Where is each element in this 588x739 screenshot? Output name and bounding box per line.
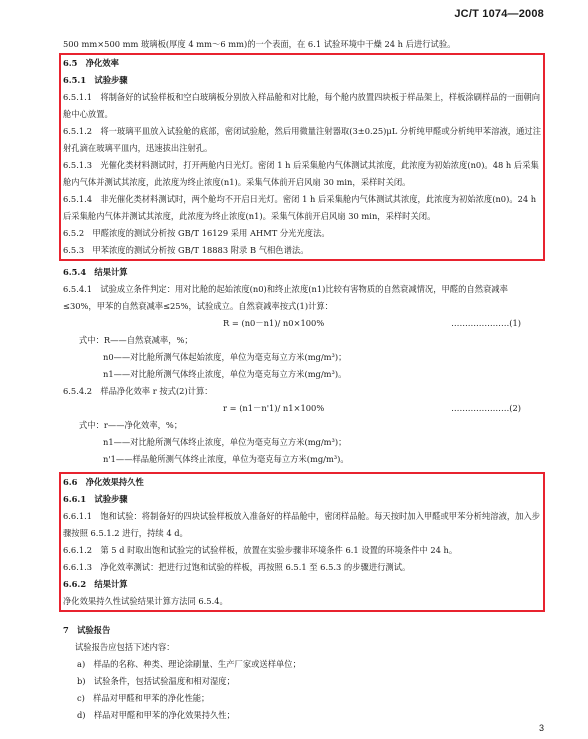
- para-6-5-1-3: 6.5.1.3 光催化类材料测试时，打开两舱内日光灯。密闭 1 h 后采集舱内气体测试其浓度，此浓度为初始浓度(n0)。48 h 后采集舱内气体并测试其浓度，此浓度为终止浓度(n1)。采集气体前开启风扇 30 min，采样时关闭。: [63, 160, 539, 187]
- formula-1-definitions: [63, 332, 541, 383]
- para-6-6-1-2: 6.6.1.2 第 5 d 时取出饱和试验完的试验样板，放置在实验步骤非环境条件 6.1 设置的环境条件中 24 h。: [63, 545, 458, 555]
- formula-2-number: …………………(2): [451, 403, 521, 413]
- para-6-5-1-1: 6.5.1.1 将制备好的试验样板和空白玻璃板分别放入样品舱和对比舱，每个舱内放置四块板于样品架上，样板涂刷样品的一面朝向舱中心放置。: [63, 92, 541, 119]
- formula-1-expression: R = (n0－n1)/ n0×100%: [223, 318, 325, 328]
- document-body: [63, 36, 541, 724]
- para-6-6-1-1: 6.6.1.1 饱和试验：将制备好的四块试验样板放入准备好的样品舱中，密闭样品舱。每天按时加入甲醛或甲苯分析纯溶液，加入步骤按照 6.5.1.2 进行，持续 4 d。: [63, 511, 541, 538]
- where-n1: n1——对比舱所测气体终止浓度，单位为毫克每立方米(mg/m³)。: [103, 369, 347, 379]
- where2-n1: n1——对比舱所测气体终止浓度，单位为毫克每立方米(mg/m³)；: [103, 437, 347, 447]
- para-6-6-1-3: 6.6.1.3 净化效率测试：把进行过饱和试验的样板，再按照 6.5.1 至 6.5.3 的步骤进行测试。: [63, 562, 411, 572]
- para-6-5-1-2: 6.5.1.2 将一玻璃平皿放入试验舱的底部，密闭试验舱，然后用微量注射器取(3±0.25)μL 分析纯甲醛或分析纯甲苯溶液，通过注射孔滴在玻璃平皿内，迅速拔出注射孔。: [63, 126, 541, 153]
- formula-2-expression: r = (n1－n'1)/ n1×100%: [223, 403, 325, 413]
- page-number: 3: [538, 723, 544, 733]
- intro-line: 500 mm×500 mm 玻璃板(厚度 4 mm～6 mm)的一个表面，在 6.1 试验环境中干燥 24 h 后进行试验。: [63, 39, 456, 49]
- heading-6-6: 6.6 净化效果持久性: [63, 477, 144, 487]
- heading-6-6-2: 6.6.2 结果计算: [63, 579, 128, 589]
- heading-6-6-1: 6.6.1 试验步骤: [63, 494, 128, 504]
- formula-2: [63, 400, 541, 417]
- para-6-5-1-4: 6.5.1.4 非光催化类材料测试时，两个舱均不开启日光灯。密闭 1 h 后采集舱内气体测试其浓度，此浓度为初始浓度(n0)。24 h 后采集舱内气体并测试其浓度，此浓度为终止浓度(n1)。采集气体前开启风扇 30 min，采样时关闭。: [63, 194, 537, 221]
- formula-2-definitions: [63, 417, 541, 468]
- where-n0: n0——对比舱所测气体起始浓度，单位为毫克每立方米(mg/m³)；: [103, 352, 347, 362]
- para-6-5-4-1: 6.5.4.1 试验成立条件判定：用对比舱的起始浓度(n0)和终止浓度(n1)比较有害物质的自然衰减情况，甲醛的自然衰减率≤30%，甲苯的自然衰减率≤25%，试验成立。自然衰减率按式(1)计算：: [63, 284, 508, 311]
- where2-n1-prime: n'1——样品舱所测气体终止浓度，单位为毫克每立方米(mg/m³)。: [103, 454, 349, 464]
- heading-6-5-4: 6.5.4 结果计算: [63, 267, 128, 277]
- para-6-5-3: 6.5.3 甲苯浓度的测试分析按 GB/T 18883 附录 B 气相色谱法。: [63, 245, 309, 255]
- section-7-intro: 试验报告应包括下述内容：: [75, 642, 175, 652]
- highlight-box-6-6: [59, 472, 545, 612]
- para-6-5-2: 6.5.2 甲醛浓度的测试分析按 GB/T 16129 采用 AHMT 分光光度法。: [63, 228, 330, 238]
- heading-6-5: 6.5 净化效率: [63, 58, 119, 68]
- where-R: 式中：R——自然衰减率，%；: [79, 335, 193, 345]
- where-r: 式中：r——净化效率，%；: [79, 420, 183, 430]
- highlight-box-6-5: [59, 53, 545, 261]
- list-item: d) 样品对甲醛和甲苯的净化效果持久性；: [77, 710, 235, 720]
- heading-6-5-1: 6.5.1 试验步骤: [63, 75, 128, 85]
- formula-1: [63, 315, 541, 332]
- section-7: [63, 622, 541, 724]
- formula-1-number: …………………(1): [451, 318, 521, 328]
- standard-code: JC/T 1074—2008: [454, 8, 544, 20]
- list-item: b) 试验条件，包括试验温度和相对湿度；: [77, 676, 235, 686]
- heading-7: 7 试验报告: [63, 625, 111, 635]
- para-6-6-2: 净化效果持久性试验结果计算方法同 6.5.4。: [63, 596, 228, 606]
- para-6-5-4-2: 6.5.4.2 样品净化效率 r 按式(2)计算：: [63, 386, 213, 396]
- list-item: c) 样品对甲醛和甲苯的净化性能；: [77, 693, 210, 703]
- report-items-list: [63, 656, 541, 724]
- list-item: a) 样品的名称、种类、理论涂刷量、生产厂家或送样单位；: [77, 659, 301, 669]
